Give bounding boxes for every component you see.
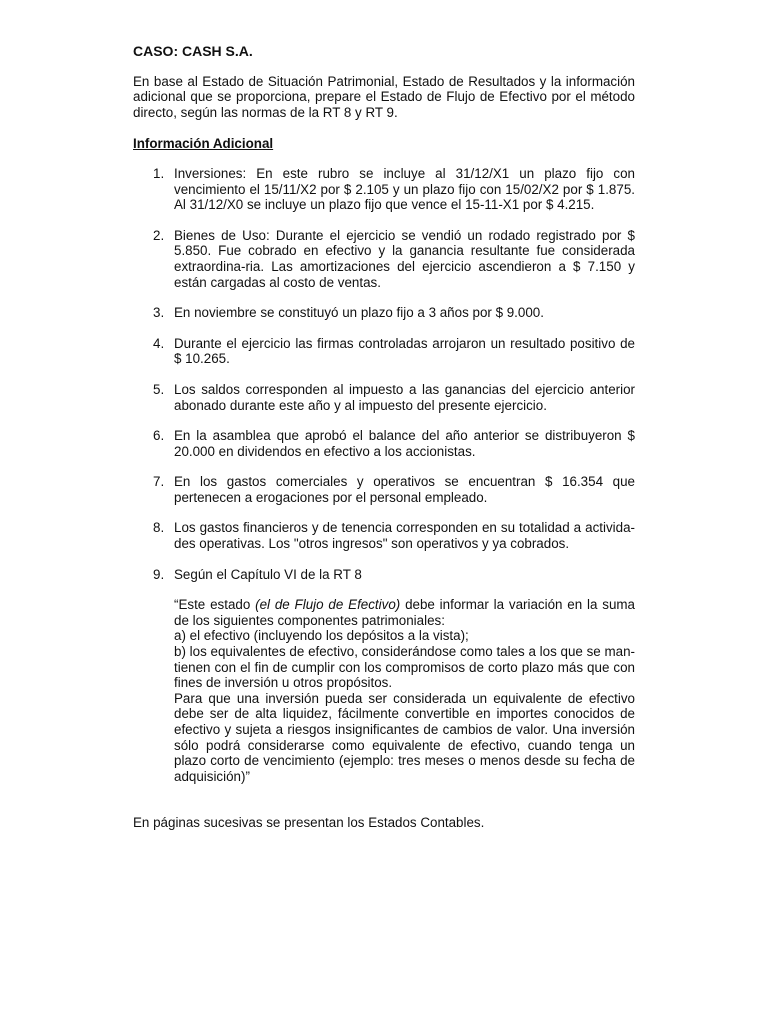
list-item	[133, 305, 635, 321]
list-item	[133, 428, 635, 459]
quote-line-a: a) el efectivo (incluyendo los depósitos a la vista);	[174, 628, 469, 644]
list-item	[133, 228, 635, 290]
document-page	[133, 44, 635, 831]
item-text: Bienes de Uso: Durante el ejercicio se vendió un rodado registrado por $ 5.850. Fue cobrado en efectivo y la ganancia resultante fue considerada extraordina-ria. Las amortizaciones del ejercicio ascendieron a $ 7.150 y están cargadas al costo de ventas.	[174, 227, 635, 290]
item-number: 1.	[153, 165, 165, 181]
list-item	[133, 520, 635, 551]
item-text: Los gastos financieros y de tenencia corresponden en su totalidad a activida-des operativas. Los "otros ingresos" son operativos y ya cobrados.	[174, 520, 635, 552]
quote-open: “Este estado	[174, 597, 256, 613]
item-number: 9.	[153, 566, 165, 582]
list-item	[133, 474, 635, 505]
item-text: En noviembre se constituyó un plazo fijo a 3 años por $ 9.000.	[174, 305, 544, 321]
item-number: 4.	[153, 335, 165, 351]
list-item	[133, 336, 635, 367]
section-heading: Información Adicional	[133, 136, 274, 152]
item-text: Inversiones: En este rubro se incluye al 31/12/X1 un plazo fijo con vencimiento el 15/11/X2 por $ 2.105 y un plazo fijo con 15/02/X2 por $ 1.875. Al 31/12/X0 se incluye un plazo fijo que vence el 15-11-X1 por $ 4.215.	[174, 165, 635, 213]
item-text: Durante el ejercicio las firmas controladas arrojaron un resultado positivo de $ 10.265.	[174, 335, 635, 367]
item-number: 7.	[153, 474, 165, 490]
list-item	[133, 166, 635, 213]
item-number: 8.	[153, 520, 165, 536]
rt8-quote	[174, 597, 635, 784]
item-text: Los saldos corresponden al impuesto a las ganancias del ejercicio anterior abonado durante este año y al impuesto del presente ejercicio.	[174, 381, 635, 413]
quote-line-c: Para que una inversión pueda ser considerada un equivalente de efectivo debe ser de alta liquidez, fácilmente convertible en importes conocidos de efectivo y sujeta a riesgos insignificantes de cambios de valor. Una inversión sólo podrá considerarse como equivalente de efectivo, cuando tenga un plazo corto de vencimiento (ejemplo: tres meses o menos desde su fecha de adquisición)”	[174, 690, 635, 784]
item-text: En los gastos comerciales y operativos se encuentran $ 16.354 que pertenecen a erogaciones por el personal empleado.	[174, 474, 635, 505]
item-number: 2.	[153, 227, 165, 243]
intro-paragraph: En base al Estado de Situación Patrimonial, Estado de Resultados y la información adicional que se proporciona, prepare el Estado de Flujo de Efectivo por el método directo, según las normas de la RT 8 y RT 9.	[133, 73, 635, 120]
item-number: 3.	[153, 305, 165, 321]
item-number: 6.	[153, 428, 165, 444]
quote-rest: debe informar la variación en la suma de los siguientes componentes patrimoniales:	[174, 597, 636, 628]
quote-italic: (el de Flujo de Efectivo)	[255, 597, 401, 613]
case-title: CASO: CASH S.A.	[133, 43, 253, 59]
footer-note: En páginas sucesivas se presentan los Estados Contables.	[133, 815, 485, 831]
item-number: 5.	[153, 381, 165, 397]
list-item	[133, 382, 635, 413]
item-text: En la asamblea que aprobó el balance del año anterior se distribuyeron $ 20.000 en dividendos en efectivo a los accionistas.	[174, 428, 635, 459]
item-text: Según el Capítulo VI de la RT 8	[174, 566, 362, 582]
list-item-9	[133, 567, 635, 785]
info-list	[133, 166, 635, 784]
quote-line-b: b) los equivalentes de efectivo, considerándose como tales a los que se man-tienen con el fin de cumplir con los compromisos de corto plazo más que con fines de inversión u otros propósitos.	[174, 644, 635, 691]
